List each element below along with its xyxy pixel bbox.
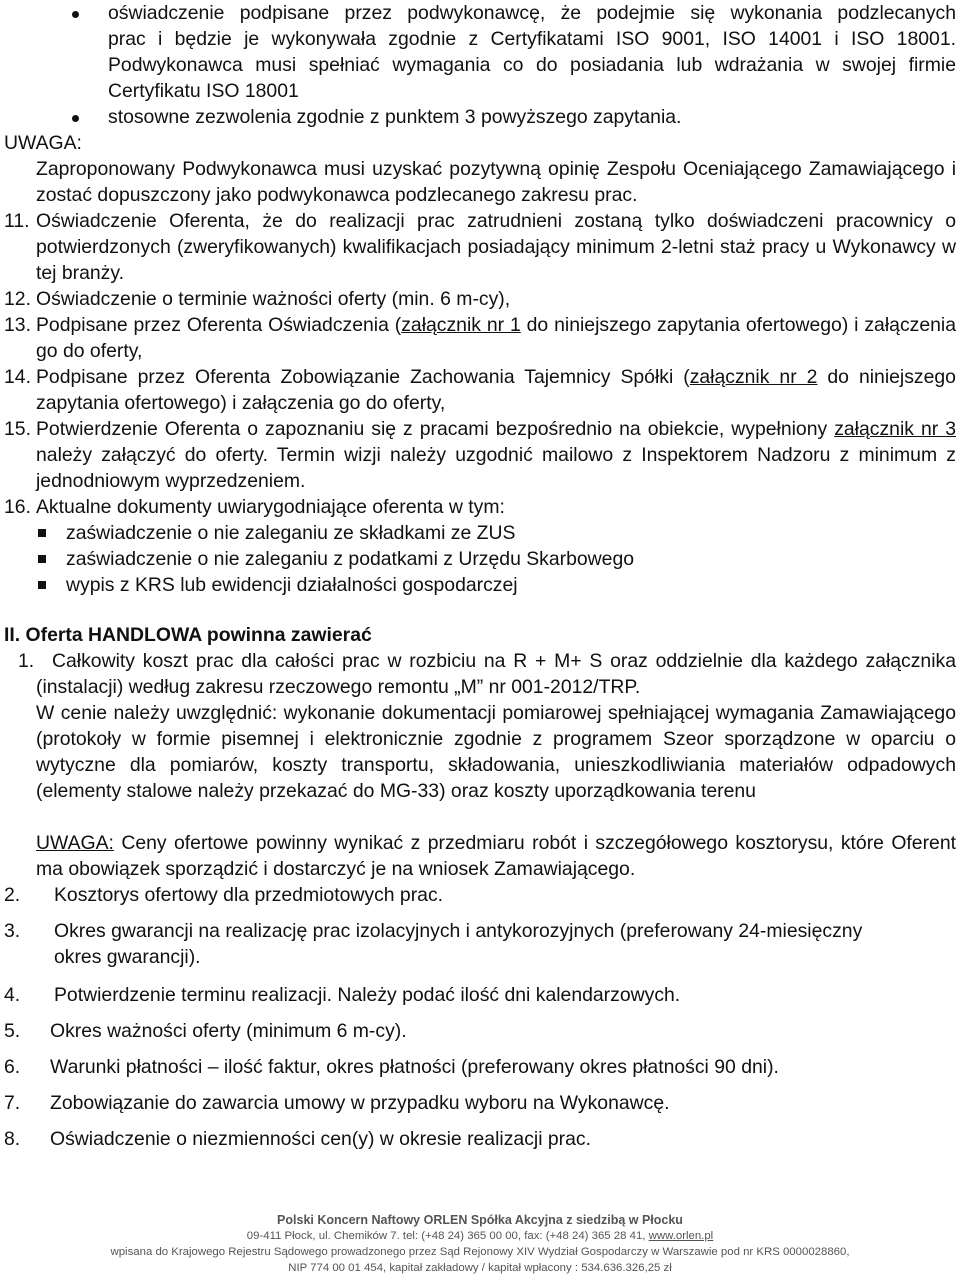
document-text: wypis z KRS lub ewidencji działalności gospodarczej [66, 574, 518, 596]
footer-address-text: 09-411 Płock, ul. Chemików 7. tel: (+48 24) 365 00 00, fax: (+48 24) 365 28 41, [246, 1230, 649, 1242]
bullet-dot-icon [72, 115, 79, 122]
item-number: 3. [4, 920, 21, 942]
item-uwaga [36, 830, 956, 882]
text-line: Certyfikatu ISO 18001 [108, 80, 299, 102]
item-text: Oświadczenie o terminie ważności oferty (min. 6 m-cy), [36, 288, 511, 310]
item-text-before: Podpisane przez Oferenta Oświadczenia ( [36, 314, 402, 336]
item-text: Warunki płatności – ilość faktur, okres płatności (preferowany okres płatności 90 dni). [50, 1056, 779, 1078]
item-text [36, 364, 956, 416]
item-number: 8. [4, 1128, 21, 1150]
attachment-link[interactable]: załącznik nr 2 [689, 366, 818, 388]
item-number: 16. [4, 496, 31, 518]
item-text: Kosztorys ofertowy dla przedmiotowych prac. [54, 884, 444, 906]
section-heading: II. Oferta HANDLOWA powinna zawierać [4, 624, 372, 646]
square-bullet-icon [38, 555, 46, 563]
item-text: Oświadczenie Oferenta, że do realizacji prac zatrudnieni zostaną tylko doświadczeni pracownicy o potwierdzonych (zweryfikowanych) kwalifikacjach posiadający minimum 2-letni staż pracy u Wykonawcy w tej branży. [36, 210, 956, 284]
item-text-after: należy załączyć do oferty. Termin wizji należy uzgodnić mailowo z Inspektorem Nadzoru z minimum z jednodniowym wyprzedzeniem. [36, 444, 956, 492]
page-footer [0, 1212, 960, 1276]
item-text: Oświadczenie o niezmienności cen(y) w okresie realizacji prac. [50, 1128, 591, 1150]
footer-company: Polski Koncern Naftowy ORLEN Spółka Akcyjna z siedzibą w Płocku [277, 1213, 683, 1227]
item-text: Aktualne dokumenty uwiarygodniające oferenta w tym: [36, 496, 505, 518]
item-text-before: Podpisane przez Oferenta Zobowiązanie Zachowania Tajemnicy Spółki ( [36, 366, 690, 388]
bullet-dot-icon [72, 11, 79, 18]
item-text [36, 416, 956, 494]
item-number: 5. [4, 1020, 21, 1042]
item-text: Zobowiązanie do zawarcia umowy w przypadku wyboru na Wykonawcę. [50, 1092, 670, 1114]
item-text: Okres gwarancji na realizację prac izolacyjnych i antykorozyjnych (preferowany 24-miesięczny okres gwarancji). [54, 920, 863, 968]
item-number: 14. [4, 366, 31, 388]
footer-website-link[interactable]: www.orlen.pl [648, 1230, 714, 1242]
footer-nip: NIP 774 00 01 454, kapitał zakładowy / kapitał wpłacony : 534.636.326,25 zł [288, 1262, 672, 1274]
item-text [36, 312, 956, 364]
square-bullet-icon [38, 581, 46, 589]
text-line: prac i będzie je wykonywała zgodnie z Certyfikatami ISO 9001, ISO 14001 i ISO 18001. [108, 28, 956, 50]
text-line: oświadczenie podpisane przez podwykonawcę, że podejmie się wykonania podzlecanych [108, 2, 956, 24]
item-number: 12. [4, 288, 31, 310]
item-number: 4. [4, 984, 21, 1006]
item-text: Całkowity koszt prac dla całości prac w rozbiciu na R + M+ S oraz oddzielnie dla każdego załącznika (instalacji) według zakresu rzeczowego remontu „M” nr 001-2012/TRP. [36, 650, 956, 698]
item-number: 15. [4, 418, 31, 440]
footer-registry: wpisana do Krajowego Rejestru Sądowego prowadzonego przez Sąd Rejonowy XIV Wydział Gospodarczy w Warszawie pod nr KRS 0000028860, [110, 1246, 850, 1258]
attachment-link[interactable]: załącznik nr 1 [401, 314, 521, 336]
item-number: 11. [4, 210, 30, 232]
document-text: zaświadczenie o nie zaleganiu z podatkami z Urzędu Skarbowego [66, 548, 635, 570]
attachment-link[interactable]: załącznik nr 3 [834, 418, 956, 440]
item-paragraph: W cenie należy uwzględnić: wykonanie dokumentacji pomiarowej spełniającej wymagania Zamawiającego (protokoły w formie pisemnej i elektronicznie zgodnie z programem Szeor sporządzone w oparciu o wytyczne dla pomiarów, koszty transportu, składowania, unieszkodliwiania materiałów odpadowych (elementy stalowe należy przekazać do MG-33) oraz koszty uporządkowania terenu [36, 702, 956, 802]
square-bullet-icon [38, 529, 46, 537]
uwaga-label: UWAGA: [4, 132, 82, 154]
item-text-before: Potwierdzenie Oferenta o zapoznaniu się z pracami bezpośrednio na obiekcie, wypełniony [36, 418, 835, 440]
item-text: Potwierdzenie terminu realizacji. Należy podać ilość dni kalendarzowych. [54, 984, 681, 1006]
text-line: Podwykonawca musi spełniać wymagania co do posiadania lub wdrażania w swojej firmie [108, 54, 956, 76]
item-number: 6. [4, 1056, 21, 1078]
item-text: Okres ważności oferty (minimum 6 m-cy). [50, 1020, 407, 1042]
text-line: stosowne zezwolenia zgodnie z punktem 3 powyższego zapytania. [108, 106, 682, 128]
item-text-after: do niniejszego zapytania ofertowego) i załączenia go do oferty, [36, 314, 956, 362]
uwaga-label: UWAGA: [36, 832, 114, 854]
item-number: 7. [4, 1092, 21, 1114]
document-text: zaświadczenie o nie zaleganiu ze składkami ze ZUS [66, 522, 516, 544]
item-number: 2. [4, 884, 21, 906]
uwaga-text: Ceny ofertowe powinny wynikać z przedmiaru robót i szczegółowego kosztorysu, które Oferent ma obowiązek sporządzić i dostarczyć je na wniosek Zamawiającego. [36, 832, 956, 880]
footer-address [0, 1228, 960, 1244]
uwaga-text: Zaproponowany Podwykonawca musi uzyskać pozytywną opinię Zespołu Oceniającego Zamawiającego i zostać dopuszczony jako podwykonawca podzlecanego zakresu prac. [36, 158, 956, 206]
item-text-after: do niniejszego zapytania ofertowego) i załączenia go do oferty, [36, 366, 956, 414]
item-number: 13. [4, 314, 31, 336]
item-number: 1. [18, 650, 35, 672]
